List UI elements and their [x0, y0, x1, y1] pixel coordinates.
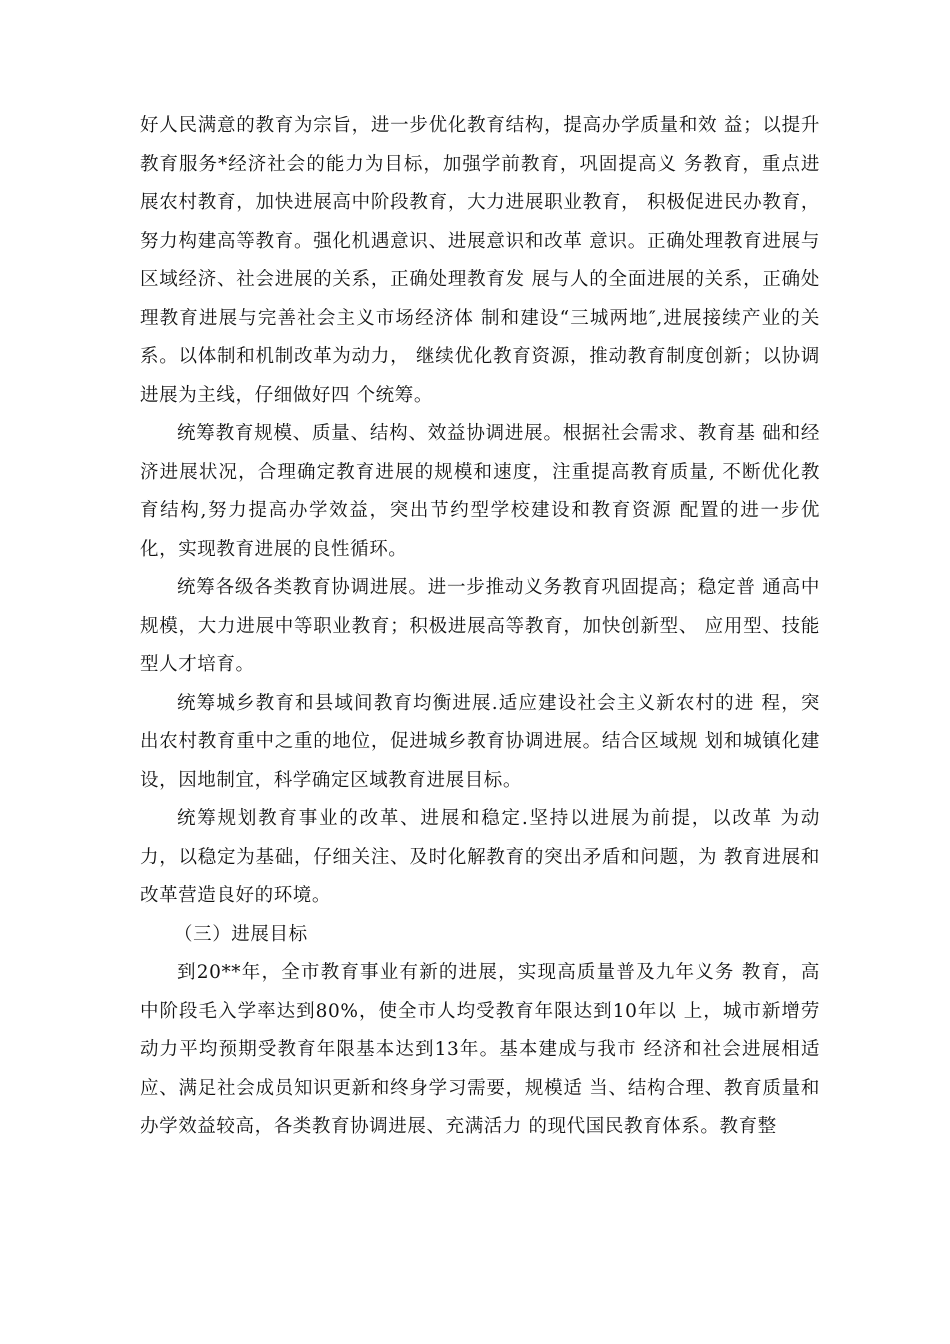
paragraph-3: 统筹各级各类教育协调进展。进一步推动义务教育巩固提高；稳定普 通高中规模，大力进展中等职业教育；积极进展高等教育，加快创新型、 应用型、技能型人才培育。	[140, 577, 820, 675]
document-body	[140, 107, 820, 1147]
paragraph-6: 到20**年，全市教育事业有新的进展，实现高质量普及九年义务 教育，高中阶段毛入学率达到80%，使全市人均受教育年限达到10年以 上，城市新增劳动力平均预期受教育年限基本达到13年。基本建成与我市 经济和社会进展相适应、满足社会成员知识更新和终身学习需要，规模适 当、结构合理、教育质量和办学效益较高，各类教育协调进展、充满活力 的现代国民教育体系。教育整	[140, 962, 820, 1137]
section-heading: （三）进展目标	[174, 923, 308, 945]
paragraph-4: 统筹城乡教育和县域间教育均衡进展.适应建设社会主义新农村的进 程，突出农村教育重中之重的地位，促进城乡教育协调进展。结合区域规 划和城镇化建设，因地制宜，科学确定区域教育进展目标。	[140, 692, 820, 791]
paragraph-1: 好人民满意的教育为宗旨，进一步优化教育结构，提高办学质量和效 益；以提升教育服务*经济社会的能力为目标，加强学前教育，巩固提高义 务教育，重点进展农村教育，加快进展高中阶段教育，大力进展职业教育， 积极促进民办教育，努力构建高等教育。强化机遇意识、进展意识和改革 意识。正确处理教育进展与区域经济、社会进展的关系，正确处理教育发 展与人的全面进展的关系，正确处理教育进展与完善社会主义市场经济体 制和建设“三城两地″,进展接续产业的关系。以体制和机制改革为动力， 继续优化教育资源，推动教育制度创新；以协调进展为主线，仔细做好四 个统筹。	[140, 115, 820, 406]
paragraph-5: 统筹规划教育事业的改革、进展和稳定.坚持以进展为前提，以改革 为动力，以稳定为基础，仔细关注、及时化解教育的突出矛盾和问题，为 教育进展和改革营造良好的环境。	[140, 808, 820, 906]
paragraph-2: 统筹教育规模、质量、结构、效益协调进展。根据社会需求、教育基 础和经济进展状况，合理确定教育进展的规模和速度，注重提高教育质量, 不断优化教育结构,努力提高办学效益，突出节约型学校建设和教育资源 配置的进一步优化，实现教育进展的良性循环。	[140, 423, 820, 560]
